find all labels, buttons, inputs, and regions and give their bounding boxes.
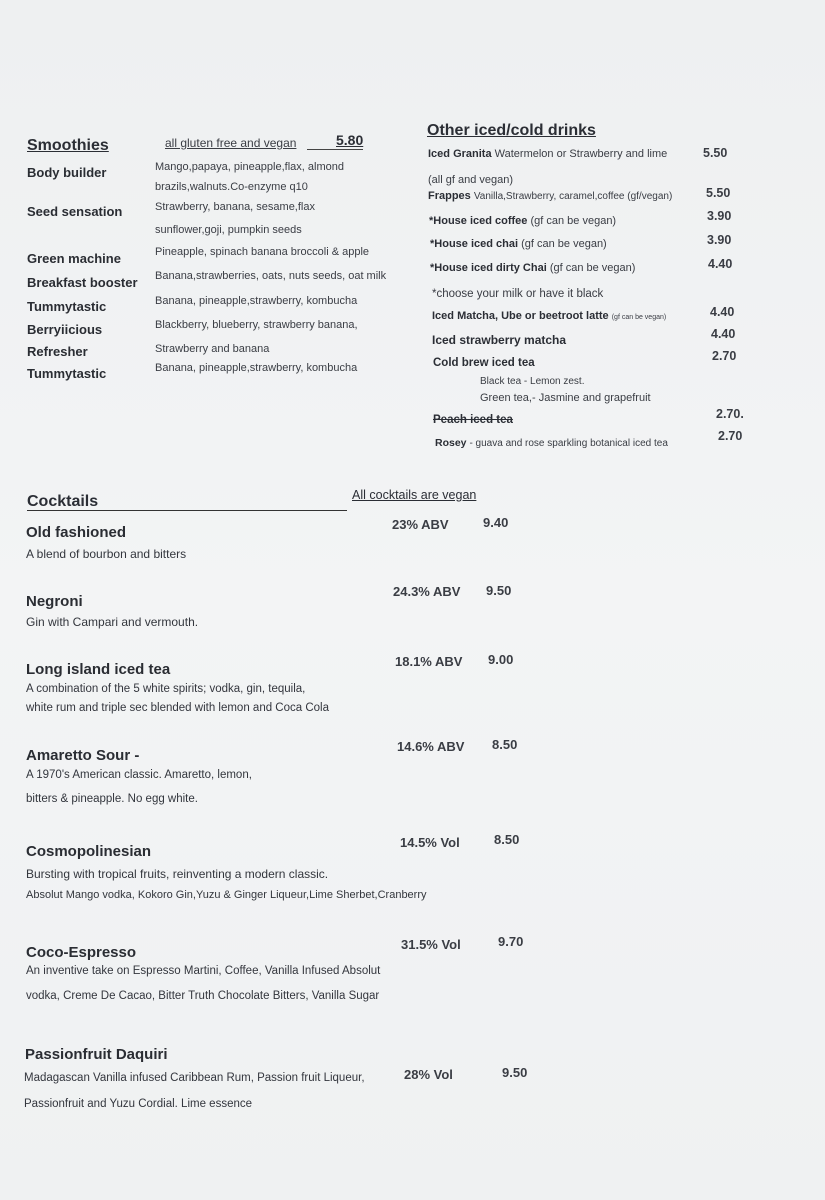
smoothie-desc: Banana,strawberries, oats, nuts seeds, oat milk xyxy=(155,270,387,282)
cocktail-name: Passionfruit Daquiri xyxy=(25,1046,168,1063)
smoothie-name: Refresher xyxy=(27,344,88,359)
matcha-price: 4.40 xyxy=(710,305,735,319)
smoothie-name: Tummytastic xyxy=(27,299,107,314)
smoothie-name: Tummytastic xyxy=(27,366,107,381)
cocktail-price: 9.70 xyxy=(498,934,524,949)
cocktails-underline xyxy=(27,510,347,511)
frappes-name: Frappes xyxy=(428,190,471,202)
cold-brew-name: Cold brew iced tea xyxy=(433,357,535,369)
cocktail-abv: 31.5% Vol xyxy=(401,937,461,952)
chai-price: 3.90 xyxy=(707,233,732,247)
smoothie-desc: sunflower,goji, pumpkin seeds xyxy=(155,224,302,236)
dirty-chai-desc: (gf can be vegan) xyxy=(549,262,636,274)
cocktail-abv: 23% ABV xyxy=(392,517,449,532)
smoothie-desc: Banana, pineapple,strawberry, kombucha xyxy=(155,295,358,307)
cocktail-price: 9.40 xyxy=(483,515,509,530)
cocktail-desc: A 1970's American classic. Amaretto, lemon, xyxy=(26,769,252,781)
rosey-price: 2.70 xyxy=(718,429,743,443)
dirty-chai-name: *House iced dirty Chai xyxy=(430,262,547,274)
cocktail-abv: 14.5% Vol xyxy=(400,835,460,850)
coffee-desc: (gf can be vegan) xyxy=(530,215,617,227)
cold-brew-price: 2.70 xyxy=(712,349,737,363)
cocktail-price: 9.50 xyxy=(502,1065,528,1080)
smoothie-name: Green machine xyxy=(27,251,121,266)
granita-desc: Watermelon or Strawberry and lime xyxy=(494,148,668,160)
cocktail-price: 9.00 xyxy=(488,652,514,667)
smoothie-desc: Strawberry, banana, sesame,flax xyxy=(155,201,315,213)
cocktail-desc: Passionfruit and Yuzu Cordial. Lime essence xyxy=(24,1098,253,1110)
matcha-name: Iced Matcha, Ube or beetroot latte xyxy=(432,310,609,322)
smoothie-desc: Blackberry, blueberry, strawberry banana, xyxy=(155,319,358,331)
chai-desc: (gf can be vegan) xyxy=(521,238,607,250)
frappes-desc: Vanilla,Strawberry, caramel,coffee (gf/vegan) xyxy=(473,191,673,202)
smoothie-name: Breakfast booster xyxy=(27,275,138,290)
smoothie-name: Berryiicious xyxy=(27,322,103,337)
matcha-desc: (gf can be vegan) xyxy=(611,314,667,321)
smoothies-underline xyxy=(307,149,363,150)
cold-brew-line: Black tea - Lemon zest. xyxy=(480,376,585,387)
cocktail-desc: An inventive take on Espresso Martini, Coffee, Vanilla Infused Absolut xyxy=(26,965,381,977)
cocktail-desc: white rum and triple sec blended with lemon and Coca Cola xyxy=(26,702,329,714)
cocktail-name: Long island iced tea xyxy=(26,661,171,678)
strawberry-matcha-price: 4.40 xyxy=(711,327,736,341)
smoothie-desc: brazils,walnuts.Co-enzyme q10 xyxy=(155,181,308,193)
cocktail-name: Old fashioned xyxy=(26,524,127,541)
cocktail-price: 8.50 xyxy=(494,832,520,847)
coffee-name: *House iced coffee xyxy=(429,215,528,227)
cocktail-price: 8.50 xyxy=(492,737,518,752)
cocktail-abv: 24.3% ABV xyxy=(393,584,461,599)
cocktail-desc: Absolut Mango vodka, Kokoro Gin,Yuzu & Ginger Liqueur,Lime Sherbet,Cranberry xyxy=(26,889,427,901)
peach-tea-name: Peach iced tea xyxy=(433,414,513,426)
chai-row xyxy=(430,238,607,250)
peach-tea-price: 2.70. xyxy=(716,407,744,421)
rosey-name: Rosey xyxy=(435,437,467,449)
rosey-desc: - guava and rose sparkling botanical iced tea xyxy=(469,438,668,449)
frappes-price: 5.50 xyxy=(706,186,731,200)
cocktail-abv: 18.1% ABV xyxy=(395,654,463,669)
coffee-row xyxy=(429,215,616,227)
granita-price: 5.50 xyxy=(703,146,728,160)
smoothies-note: all gluten free and vegan xyxy=(165,136,297,150)
smoothie-desc: Pineapple, spinach banana broccoli & apple xyxy=(155,246,370,258)
dirty-chai-price: 4.40 xyxy=(708,257,733,271)
cocktail-name: Cosmopolinesian xyxy=(26,843,152,860)
chai-name: *House iced chai xyxy=(430,238,519,250)
cocktails-note: All cocktails are vegan xyxy=(352,488,477,502)
smoothies-price: 5.80 xyxy=(336,132,364,148)
cold-brew-line: Green tea,- Jasmine and grapefruit xyxy=(480,392,651,404)
cocktail-abv: 28% Vol xyxy=(404,1067,453,1082)
cocktail-abv: 14.6% ABV xyxy=(397,739,465,754)
rosey-row xyxy=(435,437,668,449)
cocktail-desc: bitters & pineapple. No egg white. xyxy=(26,793,198,805)
cocktail-desc: Gin with Campari and vermouth. xyxy=(26,615,199,629)
smoothies-title: Smoothies xyxy=(27,137,109,154)
cocktail-desc: Madagascan Vanilla infused Caribbean Rum, Passion fruit Liqueur, xyxy=(24,1072,365,1084)
smoothie-desc: Mango,papaya, pineapple,flax, almond xyxy=(155,161,344,173)
cocktail-desc: vodka, Creme De Cacao, Bitter Truth Chocolate Bitters, Vanilla Sugar xyxy=(26,990,380,1002)
cocktail-name: Coco-Espresso xyxy=(26,944,137,961)
granita-row xyxy=(428,148,667,160)
cocktail-name: Amaretto Sour - xyxy=(26,747,140,764)
coffee-price: 3.90 xyxy=(707,209,732,223)
smoothie-name: Body builder xyxy=(27,165,107,180)
smoothie-desc: Strawberry and banana xyxy=(155,343,270,355)
cocktail-desc: A blend of bourbon and bitters xyxy=(26,547,187,561)
cocktail-price: 9.50 xyxy=(486,583,512,598)
matcha-row xyxy=(432,310,666,322)
iced-title: Other iced/cold drinks xyxy=(427,122,596,139)
cocktails-title: Cocktails xyxy=(27,493,99,510)
smoothie-desc: Banana, pineapple,strawberry, kombucha xyxy=(155,362,358,374)
cocktail-desc: Bursting with tropical fruits, reinventing a modern classic. xyxy=(26,867,329,881)
cocktail-name: Negroni xyxy=(26,593,83,610)
granita-note: (all gf and vegan) xyxy=(428,174,513,186)
milk-note: *choose your milk or have it black xyxy=(432,288,604,300)
cocktail-desc: A combination of the 5 white spirits; vodka, gin, tequila, xyxy=(26,683,306,695)
smoothie-name: Seed sensation xyxy=(27,204,123,219)
strawberry-matcha-name: Iced strawberry matcha xyxy=(432,333,567,347)
dirty-chai-row xyxy=(430,262,635,274)
frappes-row xyxy=(428,190,672,202)
granita-name: Iced Granita xyxy=(428,148,492,160)
